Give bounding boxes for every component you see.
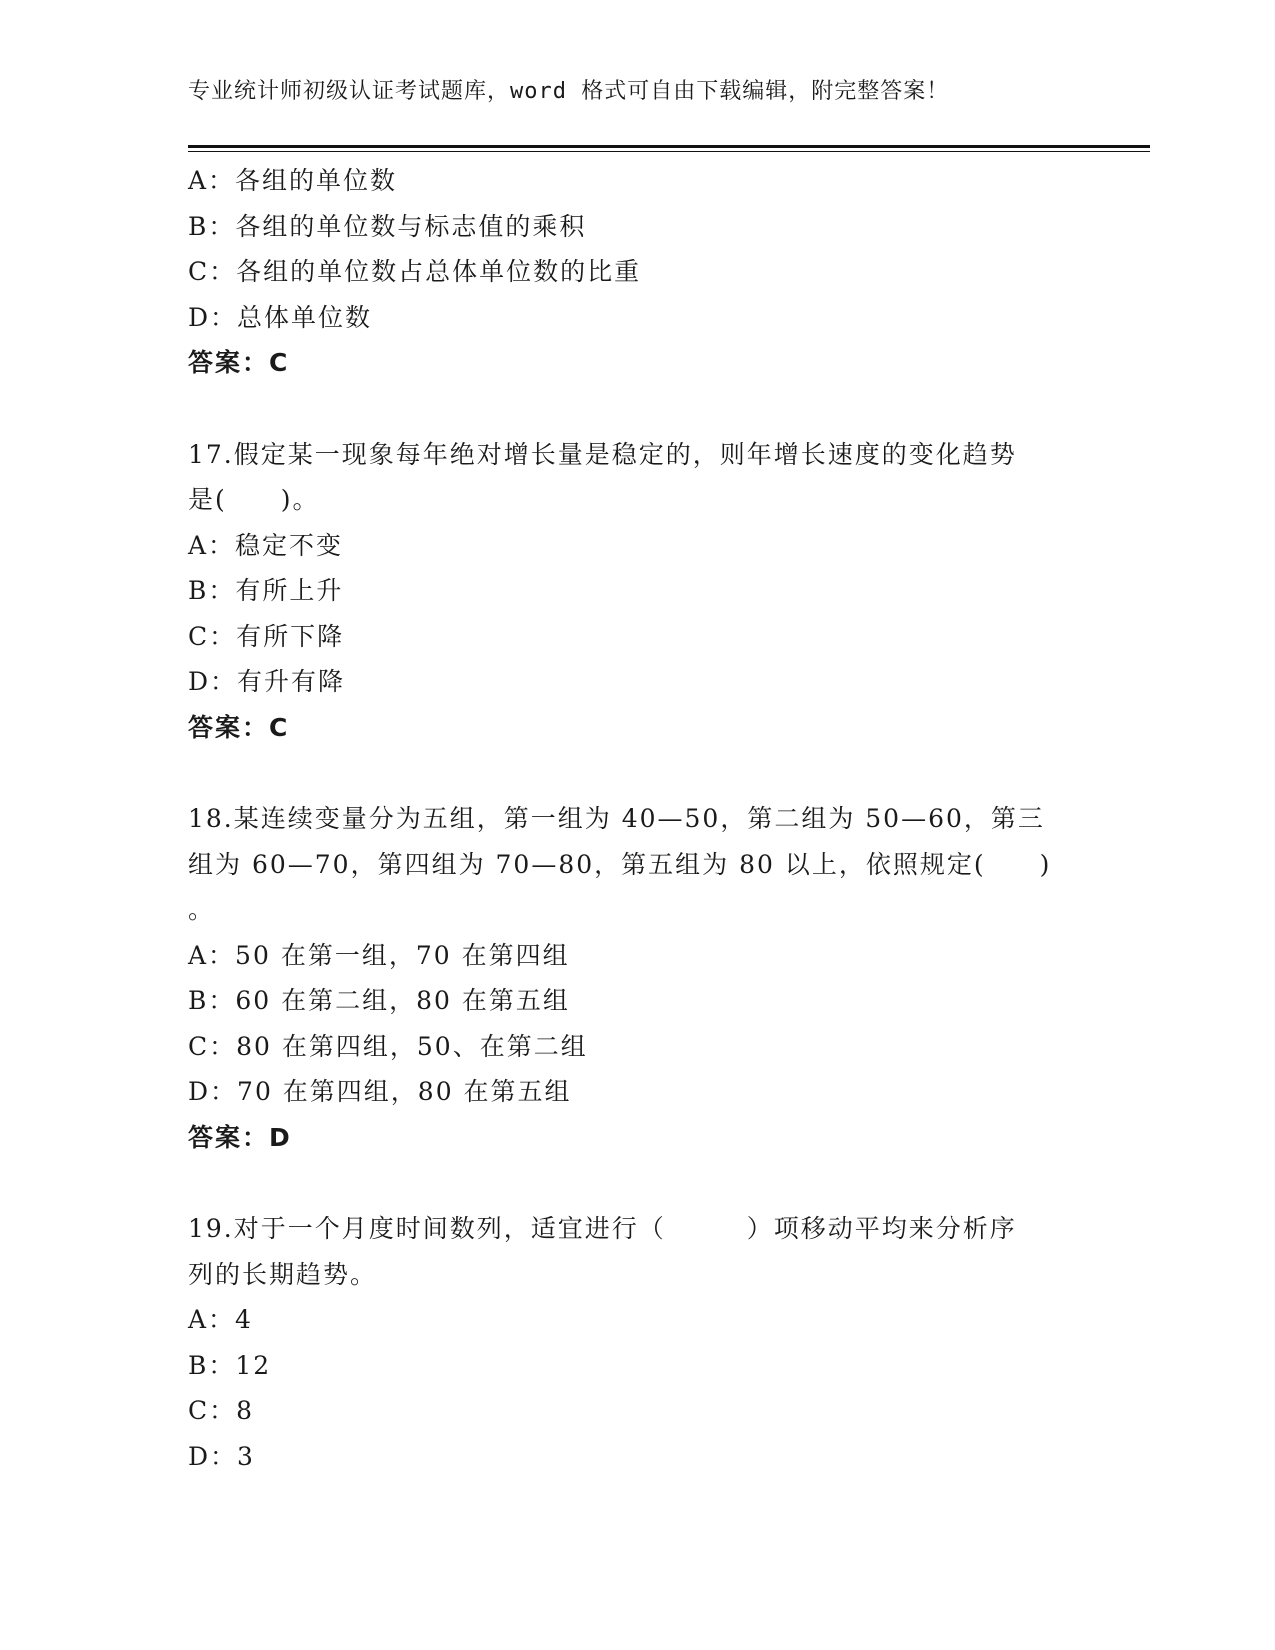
option-d: D：3 — [188, 1441, 255, 1471]
option-b: B：12 — [188, 1350, 272, 1380]
question-16 — [188, 158, 1088, 386]
option-a: A：稳定不变 — [188, 530, 344, 560]
option-a: A：4 — [188, 1305, 253, 1334]
spacer — [188, 386, 1088, 432]
option-c: C：各组的单位数占总体单位数的比重 — [188, 257, 642, 286]
header-rule-thin — [188, 151, 1150, 152]
spacer — [188, 750, 1088, 796]
answer: 答案：C — [188, 348, 290, 377]
option-d: D：70 在第四组，80 在第五组 — [188, 1077, 572, 1106]
option-b: B：60 在第二组，80 在第五组 — [188, 986, 570, 1015]
option-c: C：80 在第四组，50、在第二组 — [188, 1031, 588, 1061]
answer: 答案：D — [188, 1122, 292, 1152]
option-b: B：各组的单位数与标志值的乘积 — [188, 211, 587, 241]
question-18 — [188, 796, 1088, 1160]
option-d: D：总体单位数 — [188, 302, 373, 332]
option-a: A：各组的单位数 — [188, 166, 398, 195]
spacer — [188, 1160, 1088, 1206]
option-c: C：有所下降 — [188, 621, 345, 651]
option-c: C：8 — [188, 1396, 255, 1425]
option-a: A：50 在第一组，70 在第四组 — [188, 940, 570, 970]
question-stem-line: 18.某连续变量分为五组，第一组为 40—50，第二组为 50—60，第三 — [188, 804, 1045, 833]
question-stem-line: 19.对于一个月度时间数列，适宜进行（ ）项移动平均来分析序 — [188, 1214, 1017, 1243]
answer: 答案：C — [188, 712, 290, 742]
question-content — [188, 158, 1088, 1479]
question-stem-line: 。 — [188, 895, 216, 924]
option-b: B：有所上升 — [188, 576, 344, 605]
question-stem-line: 17.假定某一现象每年绝对增长量是稳定的，则年增长速度的变化趋势 — [188, 439, 1017, 469]
page-header: 专业统计师初级认证考试题库，word 格式可自由下载编辑，附完整答案！ — [188, 79, 950, 104]
question-19 — [188, 1206, 1088, 1479]
option-d: D：有升有降 — [188, 667, 346, 696]
question-stem-line: 是( )。 — [188, 485, 320, 514]
question-stem-line: 组为 60—70，第四组为 70—80，第五组为 80 以上，依照规定( ) — [188, 849, 1052, 879]
question-stem-line: 列的长期趋势。 — [188, 1259, 378, 1289]
question-17 — [188, 432, 1088, 751]
header-rule-thick — [188, 145, 1150, 148]
